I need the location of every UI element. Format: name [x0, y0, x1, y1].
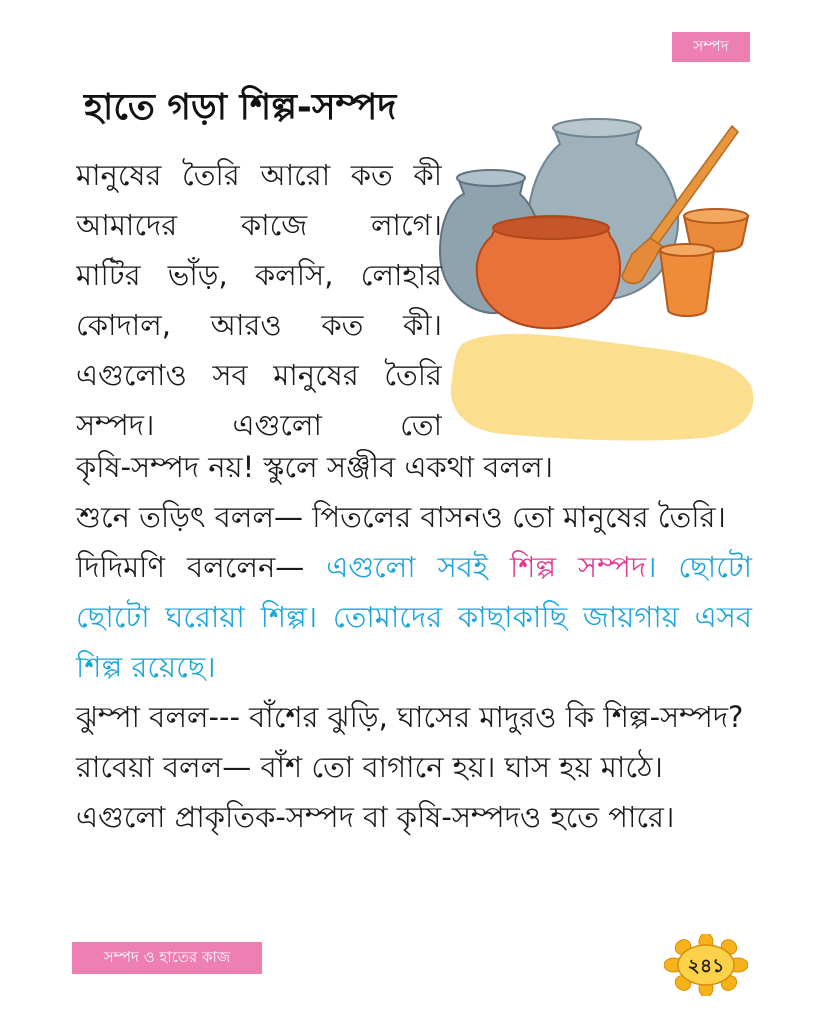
highlight-cyan-text: । ছোটো ছোটো ঘরোয়া শিল্প। তোমাদের কাছাকাছি জায়গায় এসব শিল্প রয়েছে।	[76, 550, 752, 684]
intro-block	[76, 150, 442, 450]
footer-tag: সম্পদ ও হাতের কাজ	[72, 942, 262, 974]
page-title: হাতে গড়া শিল্প-সম্পদ	[84, 87, 397, 128]
intro-line: কোদাল, আরও কত কী।	[76, 308, 442, 342]
paragraph: শুনে তড়িৎ বলল— পিতলের বাসনও তো মানুষের তৈরি।	[76, 500, 726, 534]
page-number: ২৪১	[687, 955, 725, 977]
highlight-cyan-text: এগুলো সবই	[326, 550, 510, 584]
intro-line: আমাদের কাজে লাগে।	[76, 208, 442, 242]
teacher-speaker: দিদিমণি বললেন—	[76, 550, 327, 584]
highlight-magenta-text: শিল্প সম্পদ	[509, 550, 647, 584]
chapter-tag: সম্পদ	[672, 32, 750, 62]
intro-line: এগুলোও সব মানুষের তৈরি	[76, 358, 442, 392]
pottery-illustration	[432, 104, 764, 444]
teacher-paragraph	[76, 542, 752, 692]
body-text	[76, 442, 752, 842]
yellow-wash	[451, 334, 754, 441]
paragraph: রাবেয়া বলল— বাঁশ তো বাগানে হয়। ঘাস হয় মাঠে।	[76, 750, 663, 784]
clay-cup	[660, 250, 714, 316]
intro-line: মানুষের তৈরি আরো কত কী	[76, 158, 442, 192]
intro-line: মাটির ভাঁড়, কলসি, লোহার	[76, 258, 442, 292]
paragraph: কৃষি-সম্পদ নয়! স্কুলে সঞ্জীব একথা বলল।	[76, 450, 553, 484]
paragraph: এগুলো প্রাকৃতিক-সম্পদ বা কৃষি-সম্পদও হতে পারে।	[76, 800, 675, 834]
intro-line: সম্পদ। এগুলো তো	[76, 408, 442, 442]
page-number-badge	[664, 934, 748, 996]
paragraph: ঝুম্পা বলল--- বাঁশের ঝুড়ি, ঘাসের মাদুরও কি শিল্প-সম্পদ?	[76, 700, 744, 734]
